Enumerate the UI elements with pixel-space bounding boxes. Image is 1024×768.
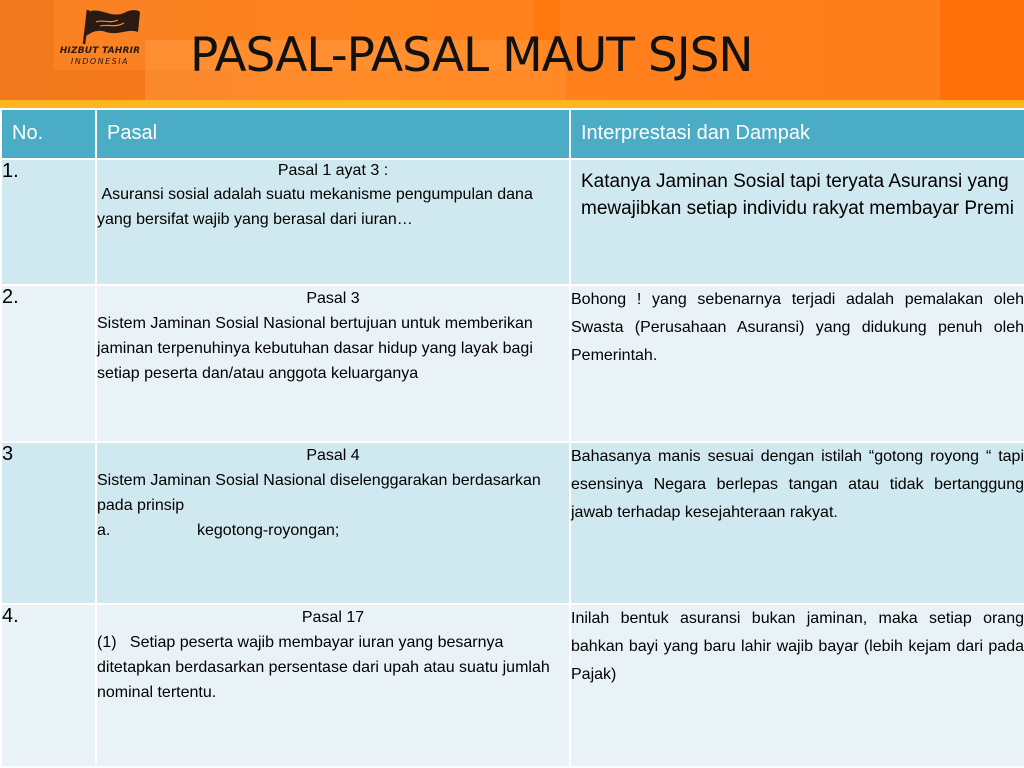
pasal-text: Sistem Jaminan Sosial Nasional bertujuan untuk memberikan jaminan terpenuhinya kebutuhan dasar hidup yang layak bagi setiap peserta dan/atau anggota keluarganya [97,315,533,382]
column-header-interpretation: Interprestasi dan Dampak [570,109,1024,159]
logo-subtext: INDONESIA [70,57,130,66]
pasal-cell [96,442,570,604]
hizbut-tahrir-logo [58,6,142,68]
pasal-text: Asuransi sosial adalah suatu mekanisme pengumpulan dana yang bersifat wajib yang berasal dari iuran… [97,186,538,228]
row-number: 2. [1,285,96,442]
table-row [1,285,1024,442]
table-row [1,442,1024,604]
pasal-title: Pasal 17 [301,609,365,626]
interpretation-cell: Bahasanya manis sesuai dengan istilah “gotong royong “ tapi esensinya Negara berlepas tangan atau tidak bertanggung jawab terhadap kesejahteraan rakyat. [570,442,1024,604]
row-number: 4. [1,604,96,767]
pasal-title: Pasal 3 [306,290,360,307]
interpretation-cell: Inilah bentuk asuransi bukan jaminan, maka setiap orang bahkan bayi yang baru lahir wajib bayar (lebih kejam dari pada Pajak) [570,604,1024,767]
pasal-cell [96,159,570,285]
pasal-table [0,108,1024,768]
pasal-sub-item [97,518,569,543]
column-header-no: No. [1,109,96,159]
sub-item-text: kegotong-royongan; [197,522,340,539]
interpretation-cell: Katanya Jaminan Sosial tapi teryata Asuransi yang mewajibkan setiap individu rakyat membayar Premi [570,159,1024,285]
pasal-text: (1) Setiap peserta wajib membayar iuran yang besarnya ditetapkan berdasarkan persentase dari upah atau suatu jumlah nominal tertentu. [97,634,555,701]
column-header-pasal: Pasal [96,109,570,159]
pasal-cell [96,604,570,767]
pasal-text: Sistem Jaminan Sosial Nasional diselenggarakan berdasarkan pada prinsip [97,472,541,514]
table-header-row [1,109,1024,159]
row-number: 3 [1,442,96,604]
row-number: 1. [1,159,96,285]
pasal-title: Pasal 1 ayat 3 : [277,162,389,179]
header-stripe [0,100,1024,108]
table-row [1,159,1024,285]
pasal-cell [96,285,570,442]
logo-text: HIZBUT TAHRIR [59,46,141,56]
table-row [1,604,1024,767]
page-title: PASAL-PASAL MAUT SJSN [190,28,753,83]
interpretation-cell: Bohong ! yang sebenarnya terjadi adalah pemalakan oleh Swasta (Perusahaan Asuransi) yang didukung penuh oleh Pemerintah. [570,285,1024,442]
slide-header [0,0,1024,108]
flag-icon [82,6,142,46]
sub-item-label: a. [97,522,111,539]
pasal-title: Pasal 4 [306,447,360,464]
